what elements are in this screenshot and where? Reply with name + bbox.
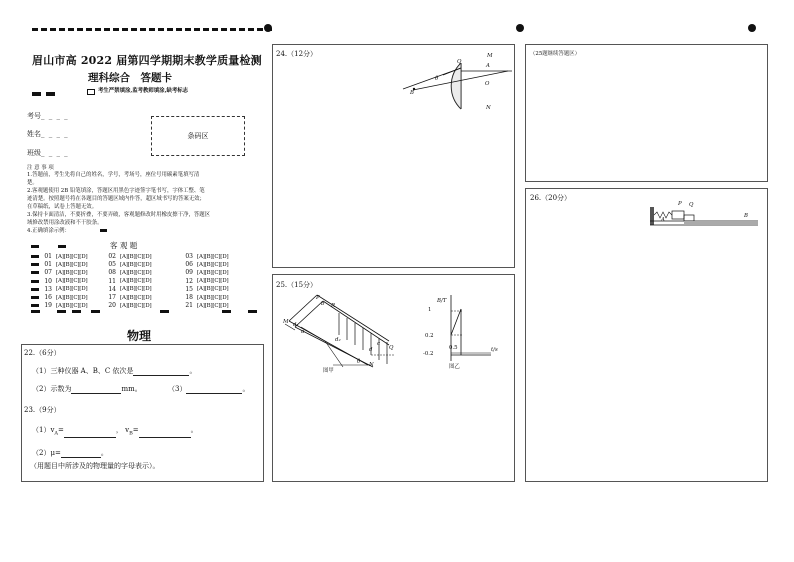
answer-options[interactable]: [A][B][C][D]	[56, 253, 88, 260]
notes-line: 迹清楚。按照题号将在各题目的答题区域内作答，超区域书写的答案无效；	[27, 196, 205, 202]
q23-line2: （2）μ= 。	[32, 449, 108, 457]
registration-mark	[264, 24, 272, 32]
question-number: 08	[108, 269, 116, 277]
answer-box-24[interactable]	[272, 44, 515, 268]
question-number: 07	[44, 269, 52, 277]
barcode-area: 条码区	[151, 116, 245, 156]
q23-line1: $(1)v_A=$ ， $v_B=$ 。	[32, 426, 198, 437]
answer-options[interactable]: [A][B][C][D]	[120, 261, 152, 268]
answer-box-25-continued[interactable]	[525, 44, 768, 182]
q24-label-M: M	[487, 53, 493, 59]
question-number: 20	[108, 302, 116, 310]
bottom-marker	[222, 310, 231, 313]
answer-options[interactable]: [A][B][C][D]	[120, 253, 152, 260]
q24-label-O: O	[485, 81, 490, 87]
row-marker	[31, 271, 39, 274]
objective-heading: 客 观 题	[110, 241, 138, 250]
answer-options[interactable]: [A][B][C][D]	[120, 278, 152, 285]
question-number: 21	[185, 302, 193, 310]
question-number: 05	[108, 261, 116, 269]
answer-options[interactable]: [A][B][C][D]	[120, 286, 152, 293]
bottom-marker	[248, 310, 257, 313]
top-dashed-border	[32, 28, 272, 31]
row-marker	[31, 288, 39, 291]
answer-options[interactable]: [A][B][C][D]	[56, 261, 88, 268]
question-number: 19	[44, 302, 52, 310]
answer-options[interactable]: [A][B][C][D]	[197, 253, 229, 260]
bottom-marker	[91, 310, 100, 313]
answer-options[interactable]: [A][B][C][D]	[120, 294, 152, 301]
row-marker	[31, 245, 39, 248]
q25-fig2-xlabel: t/s	[491, 347, 498, 353]
q25-label-d1: d₁	[293, 322, 299, 328]
question-number: 01	[44, 261, 52, 269]
q24-figure	[273, 45, 514, 267]
q25-label-d: d	[369, 347, 373, 353]
q25-label-P: P	[316, 295, 320, 301]
question-number: 10	[44, 277, 52, 285]
subject-title: 物理	[127, 329, 152, 343]
q25-fig2-tick-x1: 0.5	[449, 345, 458, 351]
bottom-marker	[57, 310, 66, 313]
answer-options[interactable]: [A][B][C][D]	[120, 269, 152, 276]
answer-options[interactable]: [A][B][C][D]	[120, 302, 152, 309]
question-number: 09	[185, 269, 193, 277]
question-number: 15	[185, 285, 193, 293]
question-number: 06	[185, 261, 193, 269]
answer-options[interactable]: [A][B][C][D]	[56, 294, 88, 301]
black-marker	[32, 92, 41, 96]
question-number: 14	[108, 285, 116, 293]
q25-figure-jia	[273, 275, 514, 481]
question-number: 13	[44, 285, 52, 293]
q24-label-A: A	[486, 63, 490, 69]
notes-line: 4.正确填涂示例：	[27, 228, 70, 234]
answer-options[interactable]: [A][B][C][D]	[197, 278, 229, 285]
question-number: 16	[44, 294, 52, 301]
name-field[interactable]: 姓名_ _ _ _	[27, 130, 69, 138]
q23-label: 23.（9分）	[24, 406, 61, 414]
answer-options[interactable]: [A][B][C][D]	[197, 261, 229, 268]
row-marker	[31, 296, 39, 299]
notes-line: 在草稿纸，试卷上答题无效。	[27, 204, 98, 210]
page-subtitle: 理科综合 答题卡	[88, 72, 172, 84]
q24-label: 24.（12分）	[276, 50, 318, 58]
notes-line: 1.答题前，考生先将自己的姓名，学号，考场号，座位号用碳素笔填写清	[27, 172, 200, 178]
question-number: 11	[108, 277, 116, 285]
q24-label-B: B	[410, 90, 414, 96]
q25-fig2-tick-y3: -0.2	[423, 351, 434, 357]
page-title: 眉山市高 2022 届第四学期期末教学质量检测	[32, 54, 262, 67]
q26-label-B: B	[744, 213, 748, 219]
question-number: 02	[108, 253, 116, 260]
notes-line: 域修改禁用涂改液和不干胶条。	[27, 220, 103, 226]
absent-checkbox[interactable]	[87, 89, 95, 95]
q24-label-Q: Q	[457, 59, 462, 65]
bottom-marker	[160, 310, 169, 313]
q25-label-R: R	[331, 303, 336, 309]
q25-label-d2: d₂	[335, 337, 341, 343]
row-marker	[31, 304, 39, 307]
row-marker	[58, 245, 66, 248]
answer-box-22-23[interactable]	[21, 344, 264, 482]
answer-box-25[interactable]	[272, 274, 515, 482]
answer-options[interactable]: [A][B][C][D]	[197, 294, 229, 301]
q25-label-Q: Q	[389, 345, 394, 351]
answer-options[interactable]: [A][B][C][D]	[197, 302, 229, 309]
question-number: 18	[185, 294, 193, 301]
q26-label-Q: Q	[689, 202, 694, 208]
q25-caption-jia: 图甲	[323, 368, 334, 374]
q22-line1: （1）三种仪器 A、B、C 依次是 。	[32, 367, 197, 375]
q25-continued-label: （25题继续答题区）	[530, 51, 580, 57]
answer-options[interactable]: [A][B][C][D]	[197, 286, 229, 293]
answer-options[interactable]: [A][B][C][D]	[56, 286, 88, 293]
row-marker	[31, 255, 39, 258]
answer-options[interactable]: [A][B][C][D]	[197, 269, 229, 276]
q25-caption-yi: 图乙	[449, 364, 460, 370]
answer-options[interactable]: [A][B][C][D]	[56, 269, 88, 276]
q22-line2: （2）示数为 mm。	[32, 385, 142, 393]
q25-fig2-ylabel: B/T	[437, 298, 447, 304]
absent-notice: 考生严禁填涂,监考教师填涂,缺考标志	[98, 88, 189, 94]
notes-heading: 注 意 事 项	[27, 165, 54, 171]
q25-label: 25.（15分）	[276, 281, 318, 289]
q23-note: （用题目中所涉及的物理量的字母表示）。	[30, 462, 160, 470]
registration-mark	[748, 24, 756, 32]
q25-label-N: N	[369, 362, 374, 368]
q25-label-c: c	[377, 341, 381, 347]
notes-line: 3.保持卡面清洁，不要折叠，不要弄破，客观题修改时用橡皮擦干净，答题区	[27, 212, 211, 218]
question-number: 17	[108, 294, 116, 301]
q25-fig2-tick-y2: 0.2	[425, 333, 434, 339]
q22-line3: （3） 。	[168, 385, 250, 393]
class-field[interactable]: 班级_ _ _ _	[27, 149, 69, 157]
q26-label-P: P	[678, 201, 682, 207]
fill-example	[100, 229, 107, 232]
notes-line: 2.客观题使用 2B 铅笔填涂，答题区用黑色字迹签字笔书写，字体工整、笔	[27, 188, 205, 194]
question-number: 12	[185, 277, 193, 285]
exam-no-field[interactable]: 考号_ _ _ _	[27, 112, 69, 120]
q26-label-A: A	[661, 217, 665, 223]
answer-box-26[interactable]	[525, 188, 768, 482]
question-number: 01	[44, 253, 52, 260]
registration-mark	[516, 24, 524, 32]
q26-label: 26.（20分）	[530, 194, 572, 202]
bottom-marker	[72, 310, 81, 313]
q25-label-theta: θ	[357, 359, 361, 365]
q25-label-b: b	[321, 301, 325, 307]
row-marker	[31, 263, 39, 266]
answer-options[interactable]: [A][B][C][D]	[56, 278, 88, 285]
question-number: 03	[185, 253, 193, 260]
bottom-marker	[31, 310, 40, 313]
q25-label-M: M	[283, 319, 289, 325]
black-marker	[46, 92, 55, 96]
q26-figure	[526, 189, 767, 481]
q24-label-N: N	[486, 105, 491, 111]
q25-label-a: a	[301, 329, 305, 335]
q22-label: 22.（6分）	[24, 349, 61, 357]
q24-label-theta: θ	[435, 76, 439, 82]
row-marker	[31, 280, 39, 283]
q25-fig2-tick-y1: 1	[428, 307, 432, 313]
answer-options[interactable]: [A][B][C][D]	[56, 302, 88, 309]
notes-line: 楚。	[27, 180, 38, 186]
